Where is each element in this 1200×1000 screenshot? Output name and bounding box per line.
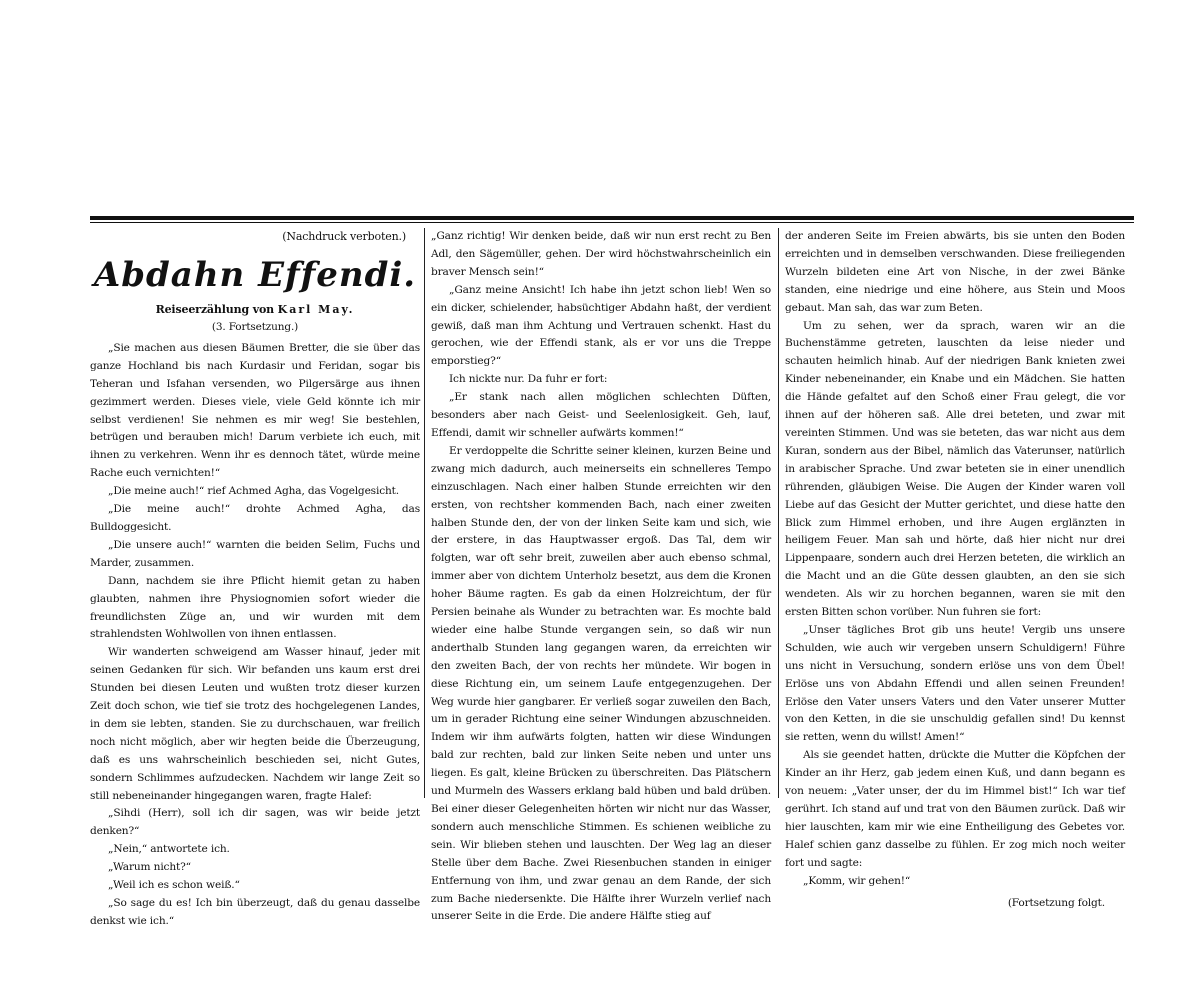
paragraph: Wir wanderten schweigend am Wasser hinauf, jeder mit seinen Gedanken für sich. Wir befanden uns kaum erst drei Stunden bei diesen Leuten und wußten trotz dieser kurzen Zeit doch schon, wie tief sie trotz des hochgelegenen Landes, in dem sie lebten, standen. Sie zu durchschauen, war freilich noch nicht möglich, aber wir hegten beide die Überzeugung, daß es uns wahrscheinlich beschieden sei, nicht Gutes, sondern Schlimmes aufzudecken. Nachdem wir lange Zeit so still nebeneinander hingegangen waren, fragte Halef: <box>90 646 420 802</box>
paragraph: „Die meine auch!“ drohte Achmed Agha, das Bulldoggesicht. <box>90 503 420 533</box>
subtitle-prefix: Reiseerzählung von <box>155 302 278 316</box>
column-3 <box>785 228 1125 909</box>
continued-notice: (Fortsetzung folgt. <box>1007 896 1105 909</box>
paragraph: Um zu sehen, wer da sprach, waren wir an die Buchenstämme getreten, lauschten da leise nieder und schauten heimlich hinab. Auf der niedrigen Bank knieten zwei Kinder nebeneinander, ein Knabe und ein Mädchen. Sie hatten die Hände gefaltet auf den Schoß einer Frau gelegt, die vor ihnen auf der höheren saß. Alle drei beteten, und zwar mit vereinten Stimmen. Und was sie beteten, das war nicht aus dem Kuran, sondern aus der Bibel, nämlich das Vaterunser, natürlich in arabischer Sprache. Und zwar beteten sie in einer unendlich rührenden, gläubigen Weise. Die Augen der Kinder waren voll Liebe auf das Gesicht der Mutter gerichtet, und diese hatte den Blick zum Himmel erhoben, und ihre Augen erglänzten in heiligem Feuer. Man sah und hörte, daß hier nicht nur drei Lippenpaare, sondern auch drei Herzen beteten, die wirklich an die Macht und an die Güte dessen glaubten, an den sie sich wendeten. Als wir zu horchen begannen, waren sie mit den ersten Bitten schon vorüber. Nun fuhren sie fort: <box>785 319 1125 619</box>
paragraph: „Die unsere auch!“ warnten die beiden Selim, Fuchs und Marder, zusammen. <box>90 538 420 569</box>
paragraph: „Warum nicht?“ <box>108 861 191 874</box>
column-divider-2 <box>778 228 779 798</box>
column-2-body <box>431 228 771 926</box>
top-rule <box>90 216 1134 220</box>
paragraph: „Nein,“ antwortete ich. <box>108 843 230 856</box>
paragraph: „Komm, wir gehen!“ <box>803 874 911 887</box>
column-3-body <box>785 228 1125 891</box>
paragraph: „Sie machen aus diesen Bäumen Bretter, die sie über das ganze Hochland bis nach Kurdasir und Feridan, sogar bis Teheran und Isfahan versenden, wo Pilgersärge aus ihnen gezimmert werden. Dieses viele, viele Geld könnte ich mir selbst verdienen! Sie nehmen es mir weg! Sie bestehlen, betrügen und berauben mich! Darum verbiete ich euch, mit ihnen zu verkehren. Wenn ihr es dennoch tätet, würde meine Rache euch vernichten!“ <box>90 341 420 480</box>
author-name: Karl May. <box>277 302 355 316</box>
paragraph: „Die meine auch!“ rief Achmed Agha, das Vogelgesicht. <box>108 485 399 498</box>
reprint-notice: (Nachdruck verboten.) <box>282 230 406 243</box>
column-1-body <box>90 340 420 931</box>
paragraph: „Ganz richtig! Wir denken beide, daß wir nun erst recht zu Ben Adl, den Sägemüller, gehen. Der wird höchstwahrscheinlich ein braver Mensch sein!“ <box>431 230 771 278</box>
paragraph: „Weil ich es schon weiß.“ <box>108 879 240 892</box>
paragraph: Dann, nachdem sie ihre Pflicht hiemit getan zu haben glaubten, nahmen ihre Physiognomien sofort wieder die freundlichsten Züge an, und wir wurden mit dem strahlendsten Wohlwollen von ihnen entlassen. <box>90 574 420 641</box>
paragraph: „Er stank nach allen möglichen schlechten Düften, besonders aber nach Geist- und Seelenlosigkeit. Geh, lauf, Effendi, damit wir schneller aufwärts kommen!“ <box>431 391 771 439</box>
paragraph: „So sage du es! Ich bin überzeugt, daß du genau dasselbe denkst wie ich.“ <box>90 897 420 927</box>
paragraph: „Unser tägliches Brot gib uns heute! Vergib uns unsere Schulden, wie auch wir vergeben unsern Schuldigern! Führe uns nicht in Versuchung, sondern erlöse uns von dem Übel! Erlöse uns von Abdahn Effendi und allen seinen Freunden! Erlöse den Vater unsers Vaters und den Vater unserer Mutter von den Ketten, in die sie unschuldig gefallen sind! Du kennst sie retten, wenn du willst! Amen!“ <box>785 623 1125 744</box>
paragraph: der anderen Seite im Freien abwärts, bis sie unten den Boden erreichten und in demselben verschwanden. Diese freiliegenden Wurzeln bildeten eine Art von Nische, in der zwei Bänke standen, eine niedrige und eine höhere, aus Stein und Moos gebaut. Man sah, das war zum Beten. <box>785 230 1125 314</box>
paragraph: „Ganz meine Ansicht! Ich habe ihn jetzt schon lieb! Wen so ein dicker, schielender, habsüchtiger Abdahn haßt, der verdient gewiß, daß man ihm Achtung und Vertrauen schenkt. Hast du gerochen, wie der Effendi stank, als er vor uns die Treppe emporstieg?“ <box>431 283 771 368</box>
paragraph: Er verdoppelte die Schritte seiner kleinen, kurzen Beine und zwang mich dadurch, auch meinerseits ein schnelleres Tempo einzuschlagen. Nach einer halben Stunde erreichten wir den ersten, von rechtsher kommenden Bach, nach einer zweiten halben Stunde den, der von der linken Seite kam und sich, wie der erstere, in das Hauptwasser ergoß. Das Tal, dem wir folgten, war oft sehr breit, zuweilen aber auch ebenso schmal, immer aber von dichtem Unterholz besetzt, aus dem die Kronen hoher Bäume ragten. Es gab da einen Holzreichtum, der für Persien beinahe als Wunder zu betrachten war. Es mochte bald wieder eine halbe Stunde vergangen sein, so daß wir nun anderthalb Stunden lang gegangen waren, da erreichten wir den zweiten Bach, der von rechts her mündete. Wir bogen in diese Richtung ein, um seinem Laufe entgegenzugehen. Der Weg wurde hier gangbarer. Er verließ sogar zuweilen den Bach, um in gerader Richtung eine seiner Windungen abzuschneiden. Indem wir ihm aufwärts folgten, hatten wir diese Windungen bald zur rechten, bald zur linken Seite neben und unter uns liegen. Es galt, kleine Brücken zu überschreiten. Das Plätschern und Murmeln des Wassers erklang bald hüben und bald drüben. Bei einer dieser Gelegenheiten hörten wir nicht nur das Wasser, sondern auch menschliche Stimmen. Es schienen weibliche zu sein. Wir blieben stehen und lauschten. Der Weg lag an dieser Stelle über dem Bache. Zwei Riesenbuchen standen in einiger Entfernung von ihm, und zwar genau an dem Rande, der sich zum Bache niedersenkte. Die Hälfte ihrer Wurzeln verlief nach unserer Seite in die Erde. Die andere Hälfte stieg auf <box>431 444 771 923</box>
column-divider-1 <box>424 228 425 798</box>
article-subtitle <box>90 302 420 318</box>
paragraph: Ich nickte nur. Da fuhr er fort: <box>449 373 608 386</box>
article-title: Abdahn Effendi. <box>93 254 417 295</box>
paragraph: Als sie geendet hatten, drückte die Mutter die Köpfchen der Kinder an ihr Herz, gab jedem einen Kuß, und dann begann es von neuem: „Vater unser, der du im Himmel bist!“ Ich war tief gerührt. Ich stand auf und trat von den Bäumen zurück. Daß wir hier lauschten, kam mir wie eine Entheiligung des Gebetes vor. Halef schien ganz dasselbe zu fühlen. Er zog mich noch weiter fort und sagte: <box>785 749 1125 869</box>
paragraph: „Sihdi (Herr), soll ich dir sagen, was wir beide jetzt denken?“ <box>90 807 420 838</box>
installment-label: (3. Fortsetzung.) <box>211 320 299 333</box>
top-rule-thin <box>90 222 1134 223</box>
column-1 <box>90 228 420 927</box>
column-2 <box>431 228 771 923</box>
